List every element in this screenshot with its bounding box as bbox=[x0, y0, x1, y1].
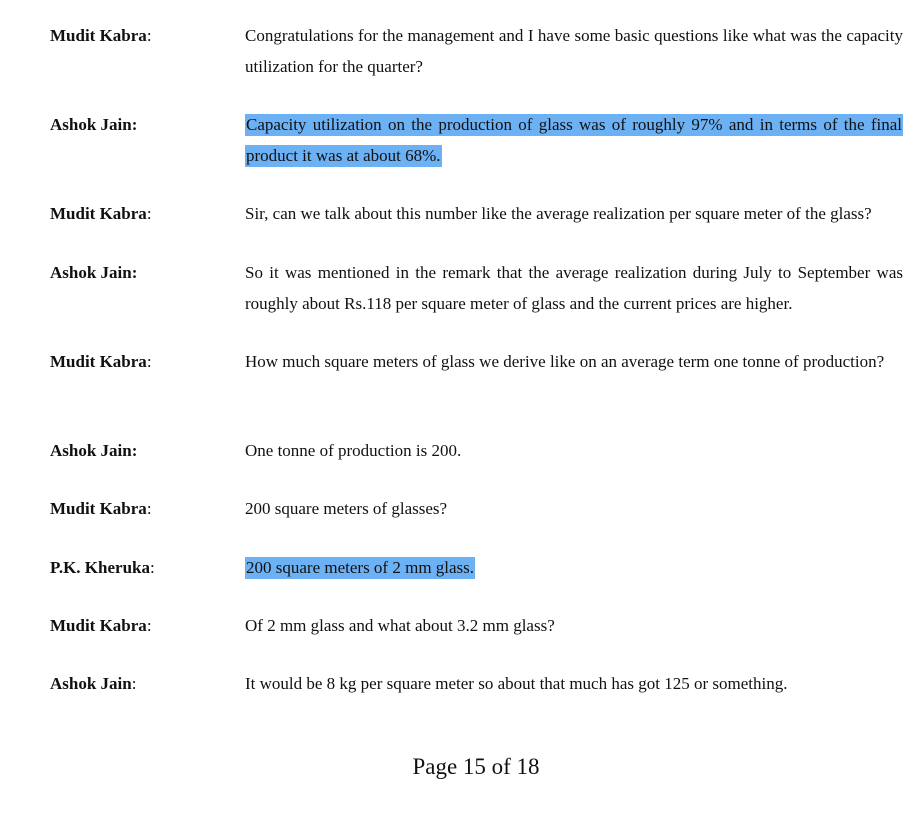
speech-text bbox=[245, 493, 903, 524]
speaker-label bbox=[50, 668, 136, 699]
speech-content: So it was mentioned in the remark that the average realization during July to September was roughly about Rs.118 per square meter of glass and the current prices are higher. bbox=[245, 263, 903, 313]
speaker-colon: : bbox=[149, 558, 155, 577]
speech-content: How much square meters of glass we derive like on an average term one tonne of production? bbox=[245, 352, 885, 371]
speaker-colon: : bbox=[146, 499, 152, 518]
speaker-name: Ashok Jain bbox=[50, 674, 132, 693]
speech-text bbox=[245, 257, 903, 319]
speaker-label bbox=[50, 552, 155, 583]
speech-content: It would be 8 kg per square meter so about that much has got 125 or something. bbox=[245, 674, 788, 693]
speaker-colon: : bbox=[146, 26, 152, 45]
speaker-label bbox=[50, 435, 137, 466]
speech-text bbox=[245, 198, 903, 229]
speaker-label bbox=[50, 257, 137, 288]
speaker-label bbox=[50, 198, 152, 229]
speaker-colon: : bbox=[146, 616, 152, 635]
speaker-label bbox=[50, 346, 152, 377]
speaker-name: P.K. Kheruka bbox=[50, 558, 150, 577]
speech-text bbox=[245, 346, 903, 377]
speaker-colon: : bbox=[146, 352, 152, 371]
highlighted-text: 200 square meters of 2 mm glass. bbox=[246, 558, 475, 577]
speaker-name: Mudit Kabra bbox=[50, 26, 147, 45]
speaker-name: Ashok Jain: bbox=[50, 115, 138, 134]
speech-content: One tonne of production is 200. bbox=[245, 441, 462, 460]
speaker-name: Mudit Kabra bbox=[50, 616, 147, 635]
speech-text bbox=[245, 552, 903, 583]
speech-content: Of 2 mm glass and what about 3.2 mm glass? bbox=[245, 616, 555, 635]
speech-text bbox=[245, 109, 903, 171]
speech-content: 200 square meters of glasses? bbox=[245, 499, 448, 518]
speaker-label bbox=[50, 20, 152, 51]
speech-text bbox=[245, 20, 903, 82]
speech-text bbox=[245, 668, 903, 699]
speech-content: Congratulations for the management and I have some basic questions like what was the capacity utilization for the quarter? bbox=[245, 26, 903, 76]
speaker-name: Ashok Jain: bbox=[50, 441, 138, 460]
speaker-label bbox=[50, 610, 152, 641]
speaker-name: Mudit Kabra bbox=[50, 204, 147, 223]
page-number: Page 15 of 18 bbox=[412, 754, 540, 779]
speech-text bbox=[245, 610, 903, 641]
speaker-colon: : bbox=[131, 674, 137, 693]
speaker-name: Ashok Jain: bbox=[50, 263, 138, 282]
speaker-colon: : bbox=[146, 204, 152, 223]
highlighted-text: Capacity utilization on the production of glass was of roughly 97% and in terms of the final product it was at about 68%. bbox=[246, 115, 902, 165]
speech-content: Sir, can we talk about this number like the average realization per square meter of the glass? bbox=[245, 204, 872, 223]
speech-text bbox=[245, 435, 903, 466]
speaker-label bbox=[50, 493, 152, 524]
speaker-name: Mudit Kabra bbox=[50, 352, 147, 371]
speaker-name: Mudit Kabra bbox=[50, 499, 147, 518]
speaker-label bbox=[50, 109, 137, 140]
